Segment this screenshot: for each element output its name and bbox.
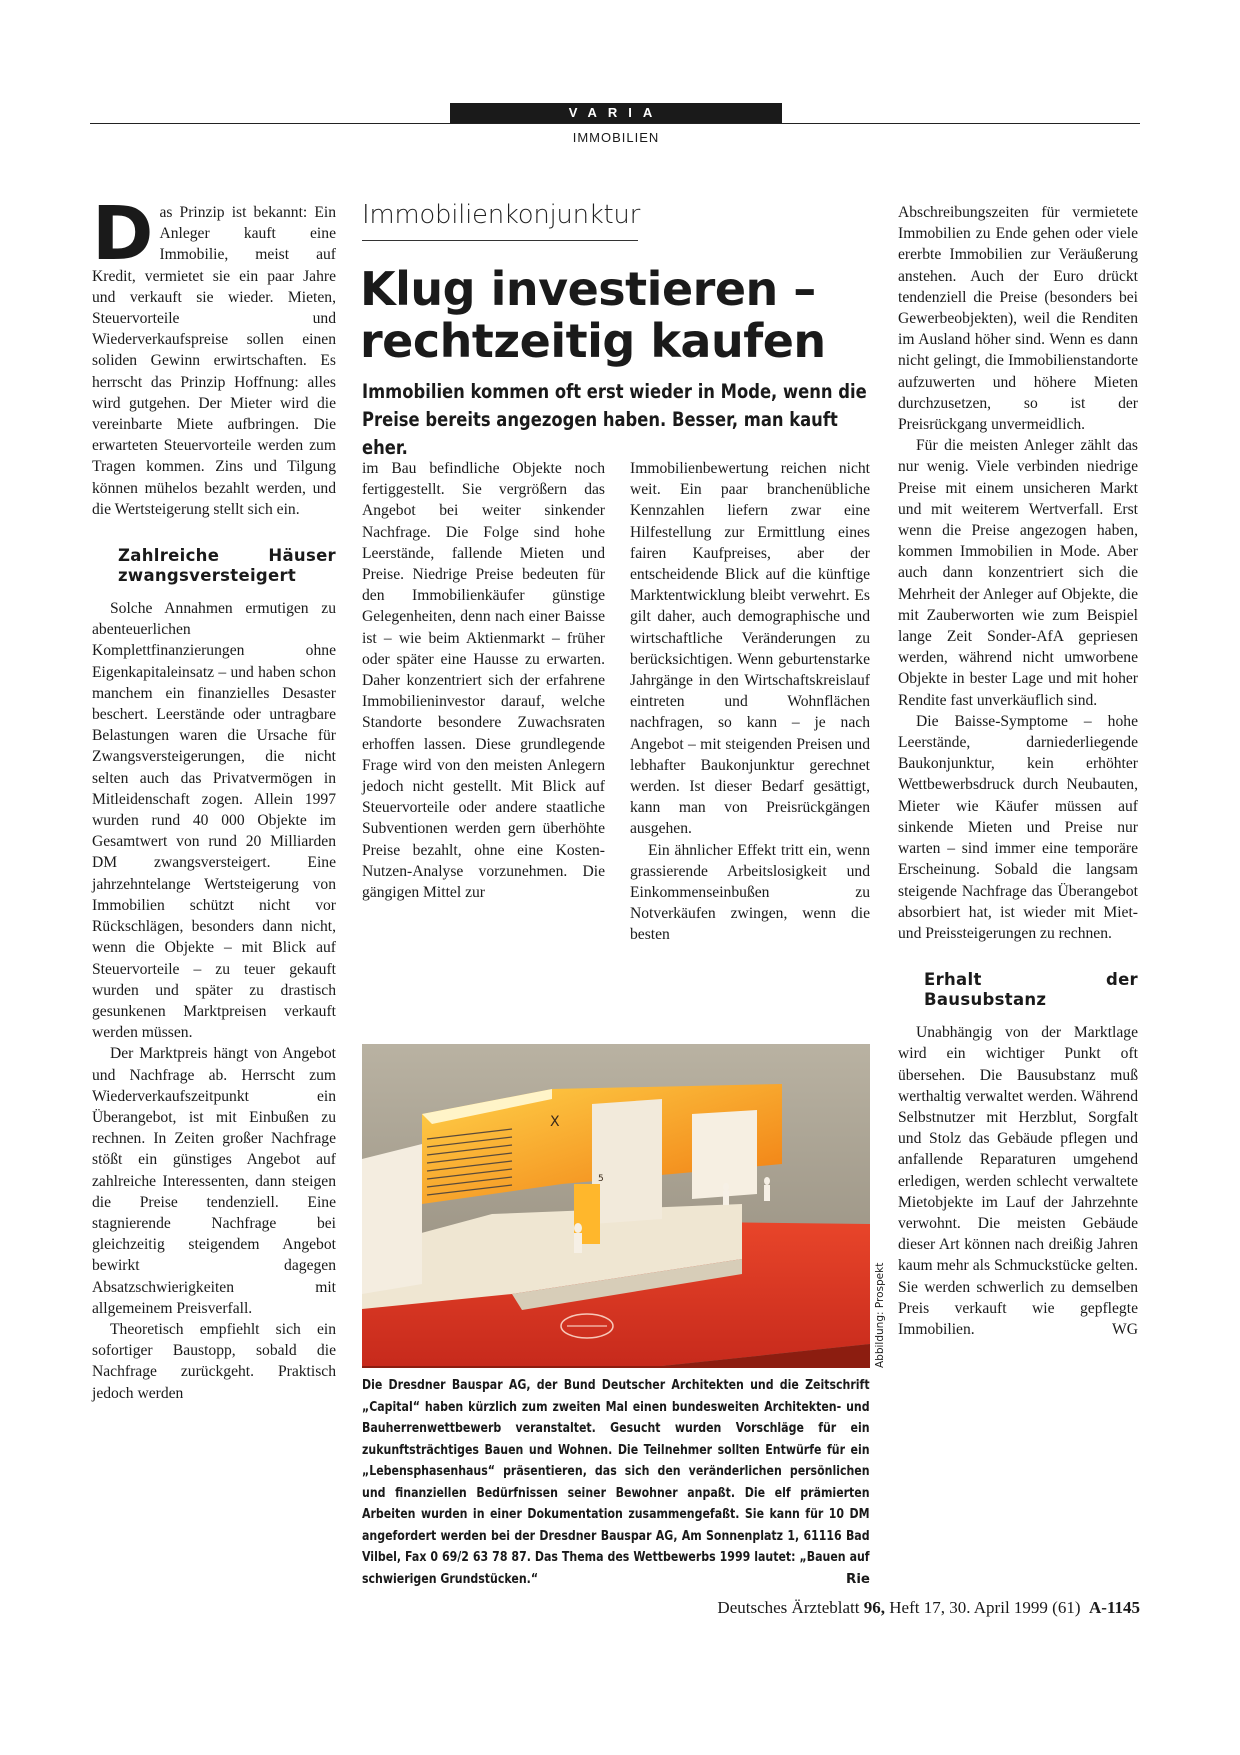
kicker-rule <box>362 240 638 241</box>
model-x-mark: X <box>550 1114 560 1130</box>
article-column-3 <box>630 458 870 946</box>
paragraph: Ein ähnlicher Effekt tritt ein, wenn grassierende Arbeitslosigkeit und Einkommenseinbußen zu Notverkäufen zwingen, wenn die besten <box>630 841 870 944</box>
article-column-1 <box>92 191 336 1404</box>
photo-caption: Die Dresdner Bauspar AG, der Bund Deutscher Architekten und die Zeitschrift „Capital“ haben kürzlich zum zweiten Mal einen bundesweiten Architekten- und Bauherrenwettbewerb veranstaltet. Gesucht wurden Vorschläge für ein zukunftsträchtiges Bauen und Wohnen. Die Teilnehmer sollten Entwürfe für ein „Lebensphasenhaus“ präsentieren, das sich den veränderlichen persönlichen und finanziellen Bedürfnissen seiner Bewohner anpaßt. Die elf prämierten Arbeiten wurden in einer Dokumentation zusammengefaßt. Sie kann für 10 DM angefordert werden bei der Dresdner Bauspar AG, Am Sonnenplatz 1, 61116 Bad Vilbel, Fax 0 69/2 63 78 87. Das Thema des Wettbewerbs 1999 lautet: „Bauen auf schwierigen Grundstücken.“ Rie <box>362 1375 870 1590</box>
page-footer <box>717 1598 1140 1618</box>
volume-number: 96, <box>863 1598 886 1617</box>
paragraph: Solche Annahmen ermutigen zu abenteuerlichen Komplettfinanzierungen ohne Eigenkapitaleinsatz – und haben schon manchem ein finanzielles Desaster beschert. Leerstände oder untragbare Belastungen waren die Ursache für Zwangsversteigerungen, die nicht selten auch das Privatvermögen in Mitleidenschaft zogen. Allein 1997 wurden rund 40 000 Objekte im Gesamtwert von rund 20 Milliarden DM zwangsversteigert. Eine jahrzehntelange Wertsteigerung von Immobilien schützt nicht vor Rückschlägen, besonders dann nicht, wenn die Objekte – mit Blick auf Steuervorteile – zu teuer gekauft wurden und später zu drastisch gesunkenen Marktpreisen verkauft werden müssen. <box>92 600 336 1042</box>
article-headline: Klug investieren – rechtzeitig kaufen <box>360 262 826 368</box>
paragraph: Immobilienbewertung reichen nicht weit. Ein paar branchenübliche Kennzahlen liefern zwar eine Hilfestellung zur Ermittlung eines fairen Kaufpreises, aber der entscheidende Blick auf die künftige Marktentwicklung bleibt verwehrt. Es gilt daher, auch demographische und wirtschaftliche Veränderungen zu berücksichtigen. Wenn geburtenstarke Jahrgänge in den Wirtschaftskreislauf eintreten und Wohnflächen nachfragen, so kann – je nach Angebot – mit steigenden Preisen und lebhafter Baukonjunktur gerechnet werden. Ist dieser Bedarf gesättigt, kann man von Preisrückgängen ausgehen. <box>630 460 870 838</box>
paragraph: im Bau befindliche Objekte noch fertiggestellt. Sie vergrößern das Angebot bei weiter sinkender Nachfrage. Die Folge sind hohe Leerstände, fallende Mieten und Preise. Niedrige Preise bedeuten für den Immobilienkäufer günstige Gelegenheiten, denn nach einer Baisse ist – wie beim Aktienmarkt – früher oder später eine Hausse zu erwarten. Daher konzentriert sich der erfahrene Immobilieninvestor darauf, welche Standorte besondere Zuwachsraten erhoffen lassen. Diese grundlegende Frage wird von den meisten Anlegern jedoch nicht gestellt. Mit Blick auf Steuervorteile oder andere staatliche Subventionen werden gern überhöhte Preise bezahlt, ohne eine Kosten-Nutzen-Analyse vorzunehmen. Die gängigen Mittel zur <box>362 460 605 902</box>
page-number: A-1145 <box>1089 1598 1140 1617</box>
paragraph: Die Baisse-Symptome – hohe Leerstände, darniederliegende Baukonjunktur, kein erhöhter Wettbewerbsdruck durch Neubauten, Mieter wie Käufer müssen auf sinkende Mieten und Preise nur warten – sind immer eine temporäre Erscheinung. Sobald die langsam steigende Nachfrage das Überangebot absorbiert hat, ist wieder mit Miet- und Preissteigerungen zu rechnen. <box>898 712 1138 942</box>
subsection-label: IMMOBILIEN <box>572 130 660 145</box>
author-signature: WG <box>1112 1320 1138 1338</box>
article-column-4 <box>898 202 1138 1340</box>
model-door-number: 5 <box>598 1174 604 1184</box>
caption-signature: Rie <box>842 1569 870 1591</box>
paragraph: Unabhängig von der Marktlage wird ein wichtiger Punkt oft übersehen. Die Bausubstanz muß werthaltig verwaltet werden. Während Selbstnutzer mit Herzblut, Sorgfalt und Stolz das Gebäude pflegen und anfallende Reparaturen umgehend erledigen, werden schlecht verwaltete Mietobjekte im Lauf der Jahrzehnte verwohnt. Die meisten Gebäude dieser Art können nach dreißig Jahren kaum mehr als Schmuckstücke gelten. Sie werden schwerlich zu demselben Preis verkauft wie gepflegte Immobilien. WG <box>898 1022 1138 1340</box>
article-kicker: Immobilienkonjunktur <box>362 200 640 230</box>
section-label: VARIA <box>450 103 782 123</box>
paragraph: Für die meisten Anleger zählt das nur wenig. Viele verbinden niedrige Preise mit einem unsicheren Markt und mit weiterem Wertverfall. Erst wenn die Preise angezogen haben, kommen Immobilien in Mode. Aber auch dann konzentriert sich die Mehrheit der Anleger auf Objekte, die mit Zauberworten wie zum Beispiel lange Zeit Sonder-AfA gepriesen werden, während nicht umworbene Objekte in bester Lage und mit hoher Rendite fast unverkäuflich sind. <box>898 437 1138 709</box>
article-column-2 <box>362 458 605 903</box>
article-deck: Immobilien kommen oft erst wieder in Mode, wenn die Preise bereits angezogen haben. Besser, man kauft eher. <box>362 380 867 459</box>
journal-name: Deutsches Ärzteblatt <box>717 1598 860 1617</box>
paragraph: Das Prinzip ist bekannt: Ein Anleger kauft eine Immobilie, meist auf Kredit, vermietet sie ein paar Jahre und verkauft sie wieder. Mieten, Steuervorteile und Wiederverkaufspreise sollen einen soliden Gewinn erwirtschaften. Es herrscht das Prinzip Hoffnung: alles wird gutgehen. Der Mieter wird die vereinbarte Miete aufbringen. Die erwarteten Steuervorteile werden zum Tragen kommen. Zins und Tilgung können mühelos bezahlt werden, und die Wertsteigerung stellt sich ein. <box>92 191 336 518</box>
subheading: Zahlreiche Häuser zwangsversteigert <box>118 546 336 586</box>
issue-info: Heft 17, 30. April 1999 (61) <box>889 1598 1081 1617</box>
architecture-model-photo <box>362 1044 870 1368</box>
header-rule <box>90 123 1140 124</box>
drop-cap: D <box>92 191 154 277</box>
photo-credit: Abbildung: Prospekt <box>874 1262 886 1368</box>
subheading: Erhalt der Bausubstanz <box>924 970 1138 1010</box>
paragraph: Der Marktpreis hängt von Angebot und Nachfrage ab. Herrscht zum Wiederverkaufszeitpunkt ein Überangebot, ist mit Einbußen zu rechnen. In Zeiten großer Nachfrage stößt ein günstiges Angebot auf zahlreiche Interessenten, dann steigen die Preise tendenziell. Eine stagnierende Nachfrage bei gleichzeitig steigendem Angebot bewirkt dagegen Absatzschwierigkeiten mit allgemeinem Preisverfall. <box>92 1045 336 1317</box>
paragraph: Abschreibungszeiten für vermietete Immobilien zu Ende gehen oder viele ererbte Immobilien zur Veräußerung anstehen. Auch der Euro drückt tendenziell die Preise (besonders bei Gewerbeobjekten), weil die Renditen im Ausland höher sind. Wenn es dann nicht gelingt, die Immobilienstandorte aufzuwerten und höhere Mieten durchzusetzen, so ist der Preisrückgang unvermeidlich. <box>898 204 1138 434</box>
paragraph: Theoretisch empfiehlt sich ein sofortiger Baustopp, sobald die Nachfrage zurückgeht. Praktisch jedoch werden <box>92 1320 336 1402</box>
